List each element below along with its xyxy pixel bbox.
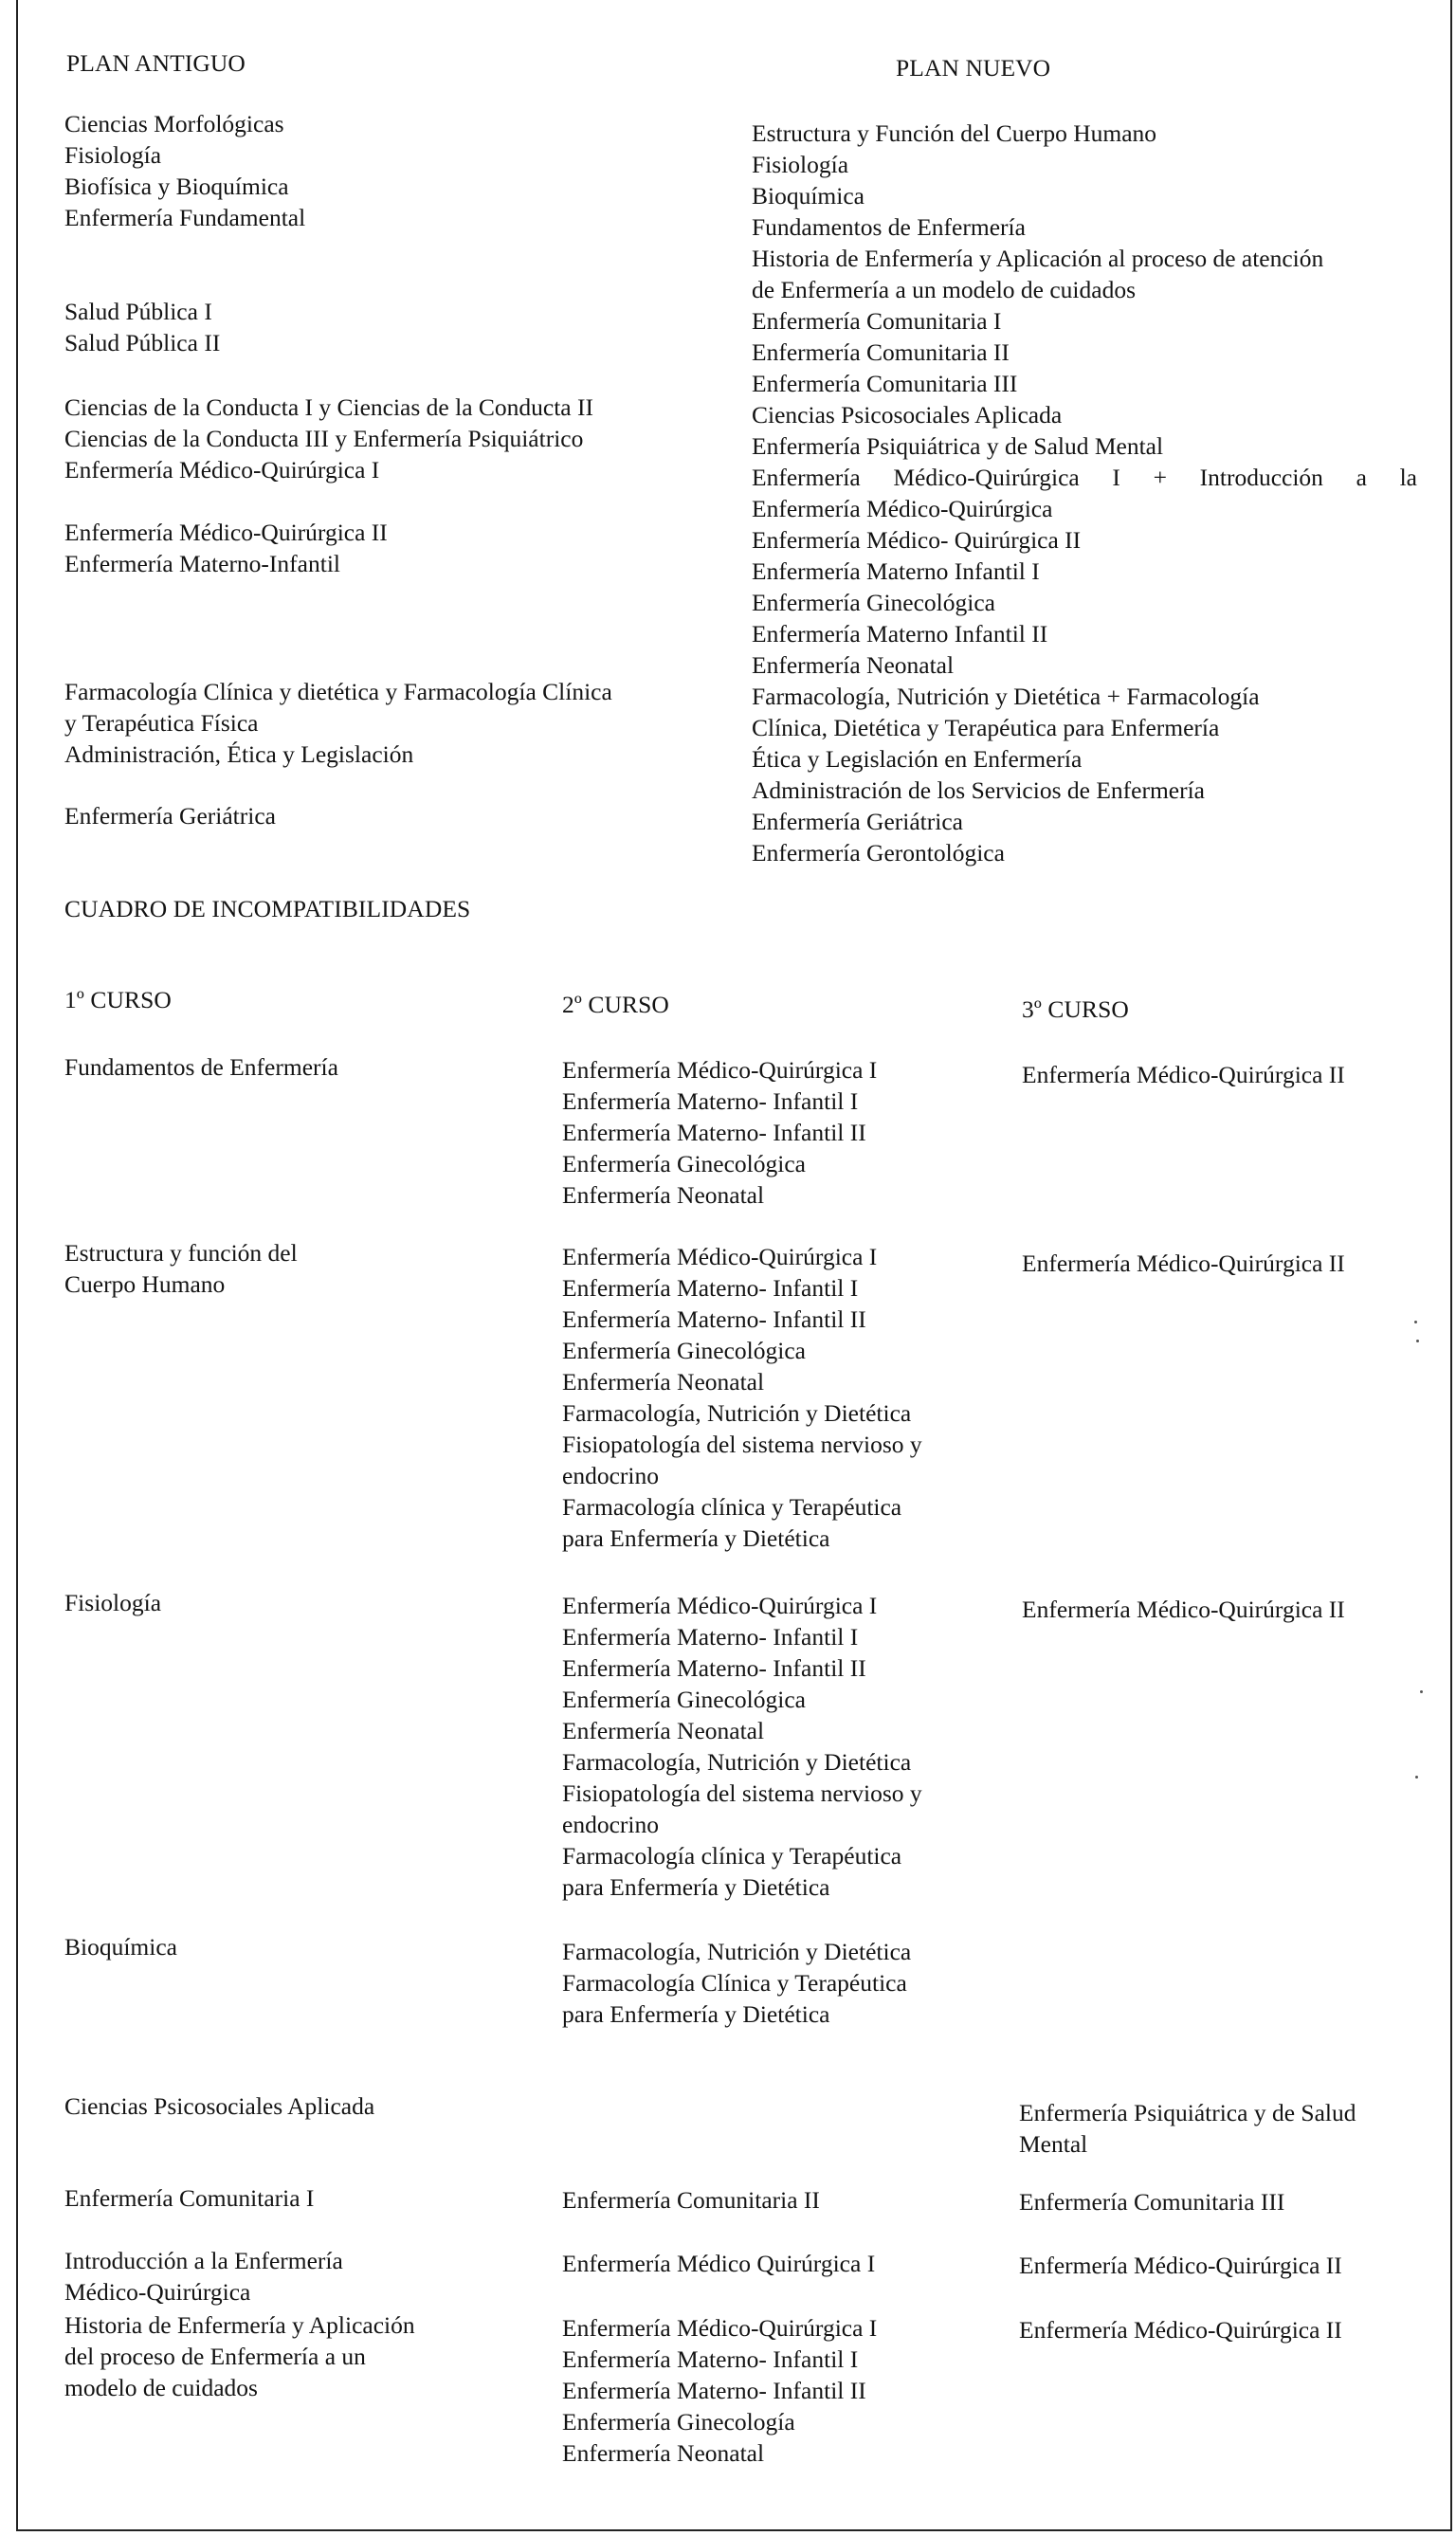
- subject: del proceso de Enfermería a un: [64, 2343, 366, 2370]
- plan-antiguo-item: Biofísica y Bioquímica: [64, 173, 289, 200]
- plan-nuevo-item: Enfermería Neonatal: [752, 651, 955, 679]
- subject: Enfermería Médico-Quirúrgica I: [562, 1592, 878, 1619]
- subject: Enfermería Médico-Quirúrgica I: [562, 1243, 878, 1270]
- plan-nuevo-item: Bioquímica: [752, 182, 864, 210]
- subject: Enfermería Médico-Quirúrgica II: [1019, 2252, 1342, 2279]
- subject: Enfermería Comunitaria III: [1019, 2188, 1285, 2216]
- plan-nuevo-list: [752, 118, 1417, 868]
- row-5-curso-3: [1019, 2097, 1356, 2160]
- row-2-curso-2: [562, 1241, 922, 1554]
- row-8-curso-3: [1019, 2314, 1342, 2345]
- row-3-curso-3: [1022, 1594, 1345, 1625]
- plan-nuevo-item: Enfermería Gerontológica: [752, 839, 1005, 867]
- subject: Enfermería Psiquiátrica y de Salud: [1019, 2099, 1356, 2126]
- subject: Farmacología, Nutrición y Dietética: [562, 1938, 912, 1965]
- subject: endocrino: [562, 1462, 659, 1489]
- subject: Enfermería Neonatal: [562, 2439, 765, 2467]
- subject: Enfermería Médico-Quirúrgica II: [1022, 1061, 1345, 1088]
- subject: Enfermería Materno- Infantil I: [562, 1274, 859, 1302]
- plan-antiguo-item: Enfermería Médico-Quirúrgica I: [64, 456, 380, 483]
- plan-nuevo-item: Fisiología: [752, 151, 849, 178]
- row-7-curso-1: [64, 2245, 343, 2308]
- row-7-curso-2: [562, 2248, 875, 2279]
- col-1-heading: 1º CURSO: [64, 986, 172, 1013]
- subject: Enfermería Ginecológica: [562, 1337, 806, 1364]
- subject: Enfermería Ginecología: [562, 2408, 795, 2436]
- plan-antiguo-item: Fisiología: [64, 141, 162, 169]
- scan-speck: [1416, 1340, 1419, 1342]
- plan-antiguo-group-5: [64, 676, 612, 770]
- row-4-curso-1: [64, 1931, 177, 1962]
- plan-nuevo-item: Ética y Legislación en Enfermería: [752, 745, 1083, 773]
- subject: Enfermería Comunitaria I: [64, 2184, 315, 2212]
- subject: Enfermería Médico-Quirúrgica II: [1022, 1250, 1345, 1277]
- subject: Enfermería Médico-Quirúrgica I: [562, 2314, 878, 2342]
- plan-antiguo-group-4: [64, 517, 388, 579]
- plan-nuevo-item: Enfermería Comunitaria III: [752, 370, 1018, 397]
- plan-antiguo-item: Salud Pública I: [64, 298, 212, 325]
- scan-speck: [1414, 1321, 1417, 1323]
- plan-nuevo-item: Clínica, Dietética y Terapéutica para Enfermería: [752, 714, 1220, 741]
- plan-nuevo-item: Enfermería Ginecológica: [752, 589, 995, 616]
- plan-antiguo-item: Enfermería Geriátrica: [64, 802, 276, 830]
- plan-nuevo-item: Enfermería Médico-Quirúrgica I + Introducción a la: [752, 464, 1417, 491]
- plan-nuevo-item: de Enfermería a un modelo de cuidados: [752, 276, 1137, 303]
- subject: Enfermería Materno- Infantil I: [562, 1087, 859, 1115]
- plan-nuevo-item: Enfermería Comunitaria II: [752, 338, 1010, 366]
- subject: modelo de cuidados: [64, 2374, 258, 2401]
- plan-nuevo-item: Enfermería Médico-Quirúrgica: [752, 495, 1053, 522]
- row-5-curso-1: [64, 2090, 374, 2122]
- subject: Enfermería Materno- Infantil II: [562, 2377, 866, 2404]
- plan-antiguo-heading: PLAN ANTIGUO: [66, 49, 246, 77]
- plan-nuevo-heading: PLAN NUEVO: [896, 54, 1051, 82]
- row-6-curso-3: [1019, 2186, 1284, 2217]
- row-4-curso-2: [562, 1936, 911, 2030]
- plan-antiguo-item: y Terapéutica Física: [64, 709, 259, 737]
- row-7-curso-3: [1019, 2250, 1342, 2281]
- plan-nuevo-item: Enfermería Materno Infantil I: [752, 557, 1040, 585]
- subject: Fisiopatología del sistema nervioso y: [562, 1779, 922, 1807]
- plan-nuevo-item: Fundamentos de Enfermería: [752, 213, 1026, 241]
- plan-antiguo-item: Ciencias de la Conducta III y Enfermería Psiquiátrico: [64, 425, 584, 452]
- plan-antiguo-group-3: [64, 392, 593, 485]
- subject: Médico-Quirúrgica: [64, 2278, 251, 2306]
- row-2-curso-1: [64, 1237, 298, 1300]
- subject: Enfermería Neonatal: [562, 1368, 765, 1396]
- cuadro-heading: CUADRO DE INCOMPATIBILIDADES: [64, 895, 471, 922]
- row-8-curso-1: [64, 2309, 415, 2403]
- row-6-curso-2: [562, 2184, 820, 2216]
- subject: Historia de Enfermería y Aplicación: [64, 2311, 415, 2339]
- subject: Enfermería Ginecológica: [562, 1686, 806, 1713]
- scan-speck: [1420, 1690, 1423, 1693]
- subject: para Enfermería y Dietética: [562, 2000, 830, 2028]
- plan-antiguo-item: Ciencias de la Conducta I y Ciencias de la Conducta II: [64, 393, 593, 421]
- plan-nuevo-item: Administración de los Servicios de Enfermería: [752, 776, 1205, 804]
- row-2-curso-3: [1022, 1248, 1345, 1279]
- plan-nuevo-item: Farmacología, Nutrición y Dietética + Farmacología: [752, 683, 1260, 710]
- subject: Cuerpo Humano: [64, 1270, 226, 1298]
- subject: Enfermería Médico-Quirúrgica II: [1019, 2316, 1342, 2344]
- subject: Fisiopatología del sistema nervioso y: [562, 1431, 922, 1458]
- row-3-curso-1: [64, 1587, 161, 1618]
- subject: endocrino: [562, 1811, 659, 1838]
- row-3-curso-2: [562, 1590, 922, 1903]
- plan-nuevo-item: Ciencias Psicosociales Aplicada: [752, 401, 1063, 429]
- subject: Enfermería Comunitaria II: [562, 2186, 820, 2214]
- plan-nuevo-item: Estructura y Función del Cuerpo Humano: [752, 119, 1157, 147]
- plan-nuevo-item: Enfermería Materno Infantil II: [752, 620, 1048, 648]
- row-8-curso-2: [562, 2312, 877, 2469]
- plan-nuevo-item: Historia de Enfermería y Aplicación al proceso de atención: [752, 245, 1324, 272]
- subject: Bioquímica: [64, 1933, 177, 1961]
- subject: Mental: [1019, 2130, 1088, 2158]
- row-1-curso-2: [562, 1054, 877, 1211]
- col-2-heading: 2º CURSO: [562, 991, 669, 1018]
- subject: Fundamentos de Enfermería: [64, 1053, 338, 1081]
- plan-antiguo-item: Salud Pública II: [64, 329, 221, 356]
- subject: Enfermería Médico-Quirúrgica II: [1022, 1596, 1345, 1623]
- plan-nuevo-item: Enfermería Comunitaria I: [752, 307, 1002, 335]
- subject: Farmacología, Nutrición y Dietética: [562, 1399, 912, 1427]
- plan-antiguo-group-1: [64, 108, 305, 233]
- subject: Enfermería Ginecológica: [562, 1150, 806, 1177]
- row-6-curso-1: [64, 2182, 314, 2214]
- subject: Enfermería Neonatal: [562, 1717, 765, 1744]
- plan-nuevo-item: Enfermería Geriátrica: [752, 808, 963, 835]
- subject: Ciencias Psicosociales Aplicada: [64, 2092, 375, 2120]
- plan-antiguo-group-2: [64, 296, 220, 358]
- plan-antiguo-group-6: [64, 800, 276, 831]
- subject: Enfermería Materno- Infantil II: [562, 1119, 866, 1146]
- plan-antiguo-item: Enfermería Médico-Quirúrgica II: [64, 519, 388, 546]
- subject: Enfermería Materno- Infantil I: [562, 2345, 859, 2373]
- subject: para Enfermería y Dietética: [562, 1524, 830, 1552]
- plan-antiguo-item: Farmacología Clínica y dietética y Farmacología Clínica: [64, 678, 612, 705]
- subject: Fisiología: [64, 1589, 162, 1616]
- col-3-heading: 3º CURSO: [1022, 995, 1129, 1023]
- subject: para Enfermería y Dietética: [562, 1873, 830, 1901]
- subject: Introducción a la Enfermería: [64, 2247, 343, 2274]
- subject: Enfermería Materno- Infantil I: [562, 1623, 859, 1651]
- plan-nuevo-item: Enfermería Médico- Quirúrgica II: [752, 526, 1082, 554]
- plan-antiguo-item: Administración, Ética y Legislación: [64, 740, 414, 768]
- plan-antiguo-item: Enfermería Fundamental: [64, 204, 306, 231]
- subject: Estructura y función del: [64, 1239, 298, 1267]
- row-1-curso-3: [1022, 1059, 1345, 1090]
- row-1-curso-1: [64, 1051, 338, 1083]
- subject: Farmacología Clínica y Terapéutica: [562, 1969, 907, 1997]
- subject: Farmacología clínica y Terapéutica: [562, 1493, 902, 1521]
- subject: Enfermería Neonatal: [562, 1181, 765, 1209]
- subject: Farmacología clínica y Terapéutica: [562, 1842, 902, 1870]
- subject: Enfermería Médico-Quirúrgica I: [562, 1056, 878, 1084]
- plan-antiguo-item: Ciencias Morfológicas: [64, 110, 284, 137]
- subject: Enfermería Médico Quirúrgica I: [562, 2250, 876, 2277]
- subject: Enfermería Materno- Infantil II: [562, 1654, 866, 1682]
- subject: Farmacología, Nutrición y Dietética: [562, 1748, 912, 1776]
- scan-speck: [1415, 1776, 1418, 1779]
- plan-nuevo-item: Enfermería Psiquiátrica y de Salud Mental: [752, 432, 1164, 460]
- subject: Enfermería Materno- Infantil II: [562, 1305, 866, 1333]
- plan-antiguo-item: Enfermería Materno-Infantil: [64, 550, 340, 577]
